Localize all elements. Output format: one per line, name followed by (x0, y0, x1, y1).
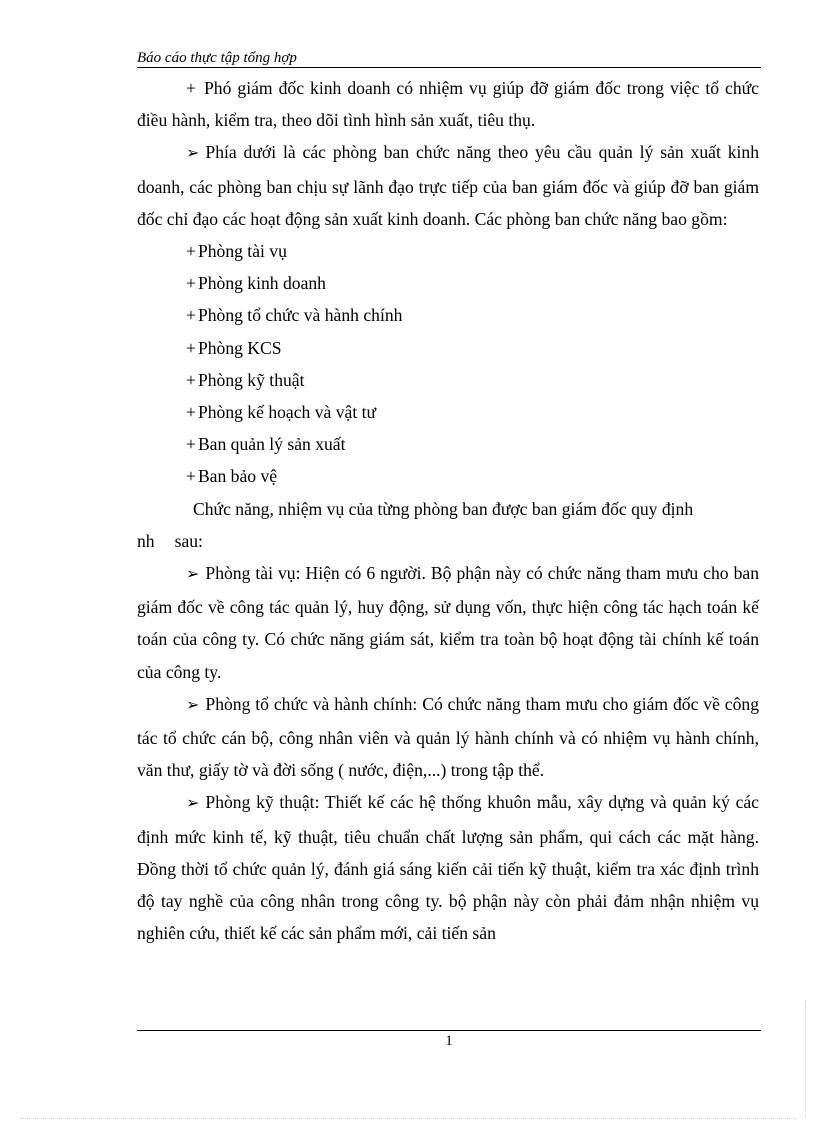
running-header: Báo cáo thực tập tổng hợp (137, 49, 761, 68)
page-edge-right (805, 1000, 806, 1118)
department-list-item (137, 460, 759, 492)
department-name: Phòng tài vụ (197, 241, 287, 262)
plus-marker: + (186, 241, 196, 262)
paragraph-admin-dept (137, 688, 759, 787)
department-list-item (137, 235, 759, 267)
paragraph-departments-intro (137, 136, 759, 235)
footer-divider (137, 1030, 761, 1031)
department-name: Ban bảo vệ (197, 466, 278, 487)
arrow-bullet-icon: ➢ (186, 696, 200, 714)
department-list-item (137, 396, 759, 428)
arrow-bullet-icon: ➢ (186, 566, 200, 584)
plus-marker: + (186, 273, 196, 294)
department-list-item (137, 428, 759, 460)
paragraph-functions-intro (137, 493, 759, 525)
plus-marker: + (186, 305, 196, 326)
department-name: Phòng kỹ thuật (197, 369, 305, 390)
paragraph-text: Chức năng, nhiệm vụ của từng phòng ban được ban giám đốc quy định (193, 498, 694, 519)
plus-marker: + (186, 402, 196, 423)
page-body (137, 72, 759, 949)
paragraph-finance-dept (137, 557, 759, 688)
department-name: Phòng tổ chức và hành chính (197, 305, 403, 326)
department-list-item (137, 267, 759, 299)
department-name: Ban quản lý sản xuất (197, 434, 346, 455)
plus-marker: + (186, 369, 196, 390)
page-edge-bottom (20, 1118, 796, 1119)
department-name: Phòng kế hoạch và vật tư (197, 402, 377, 423)
department-list-item (137, 332, 759, 364)
paragraph-tail-word: sau: (174, 530, 203, 551)
paragraph-text: Phía dưới là các phòng ban chức năng theo yêu cầu quản lý sản xuất kinh doanh, các phòng ban chịu sự lãnh đạo trực tiếp của ban giám đốc và giúp đỡ ban giám đốc chỉ đạo các hoạt động sản xuất kinh doanh. Các phòng ban chức năng bao gồm: (137, 142, 759, 229)
page-number: 1 (445, 1033, 453, 1049)
paragraph-functions-tail (137, 525, 759, 557)
department-list-item (137, 299, 759, 331)
paragraph-deputy-director (137, 72, 759, 136)
plus-marker: + (186, 466, 196, 487)
plus-marker: + (186, 434, 196, 455)
paragraph-technical-dept (137, 786, 759, 949)
plus-marker: + (186, 337, 196, 358)
paragraph-text: Phó giám đốc kinh doanh có nhiệm vụ giúp đỡ giám đốc trong việc tổ chức điều hành, kiểm tra, theo dõi tình hình sản xuất, tiêu thụ. (137, 78, 759, 131)
plus-marker: + (186, 78, 196, 98)
arrow-bullet-icon: ➢ (186, 795, 200, 813)
department-name: Phòng kinh doanh (197, 273, 326, 294)
paragraph-text: Phòng tổ chức và hành chính: Có chức năng tham mưu cho giám đốc về công tác tổ chức cán bộ, công nhân viên và quản lý hành chính và có nhiệm vụ hành chính, văn thư, giấy tờ và đời sống ( nước, điện,...) trong tập thể. (137, 693, 759, 781)
paragraph-text: Phòng kỹ thuật: Thiết kế các hệ thống khuôn mẫu, xây dựng và quản ký các định mức kinh tế, kỹ thuật, tiêu chuẩn chất lượng sản phẩm, qui cách các mặt hàng. Đồng thời tổ chức quản lý, đánh giá sáng kiến cải tiến kỹ thuật, kiểm tra xác định trình độ tay nghề của công nhân trong công ty. bộ phận này còn phải đảm nhận nhiệm vụ nghiên cứu, thiết kế các sản phẩm mới, cải tiến sản (137, 792, 759, 944)
department-name: Phòng KCS (197, 337, 282, 358)
department-list-item (137, 364, 759, 396)
paragraph-tail-fragment: nh (137, 530, 155, 551)
arrow-bullet-icon: ➢ (186, 145, 200, 163)
paragraph-text: Phòng tài vụ: Hiện có 6 người. Bộ phận này có chức năng tham mưu cho ban giám đốc về công tác quản lý, huy động, sử dụng vốn, thực hiện công tác hạch toán kế toán của công ty. Có chức năng giám sát, kiểm tra toàn bộ hoạt động tài chính kế toán của công ty. (137, 563, 759, 682)
